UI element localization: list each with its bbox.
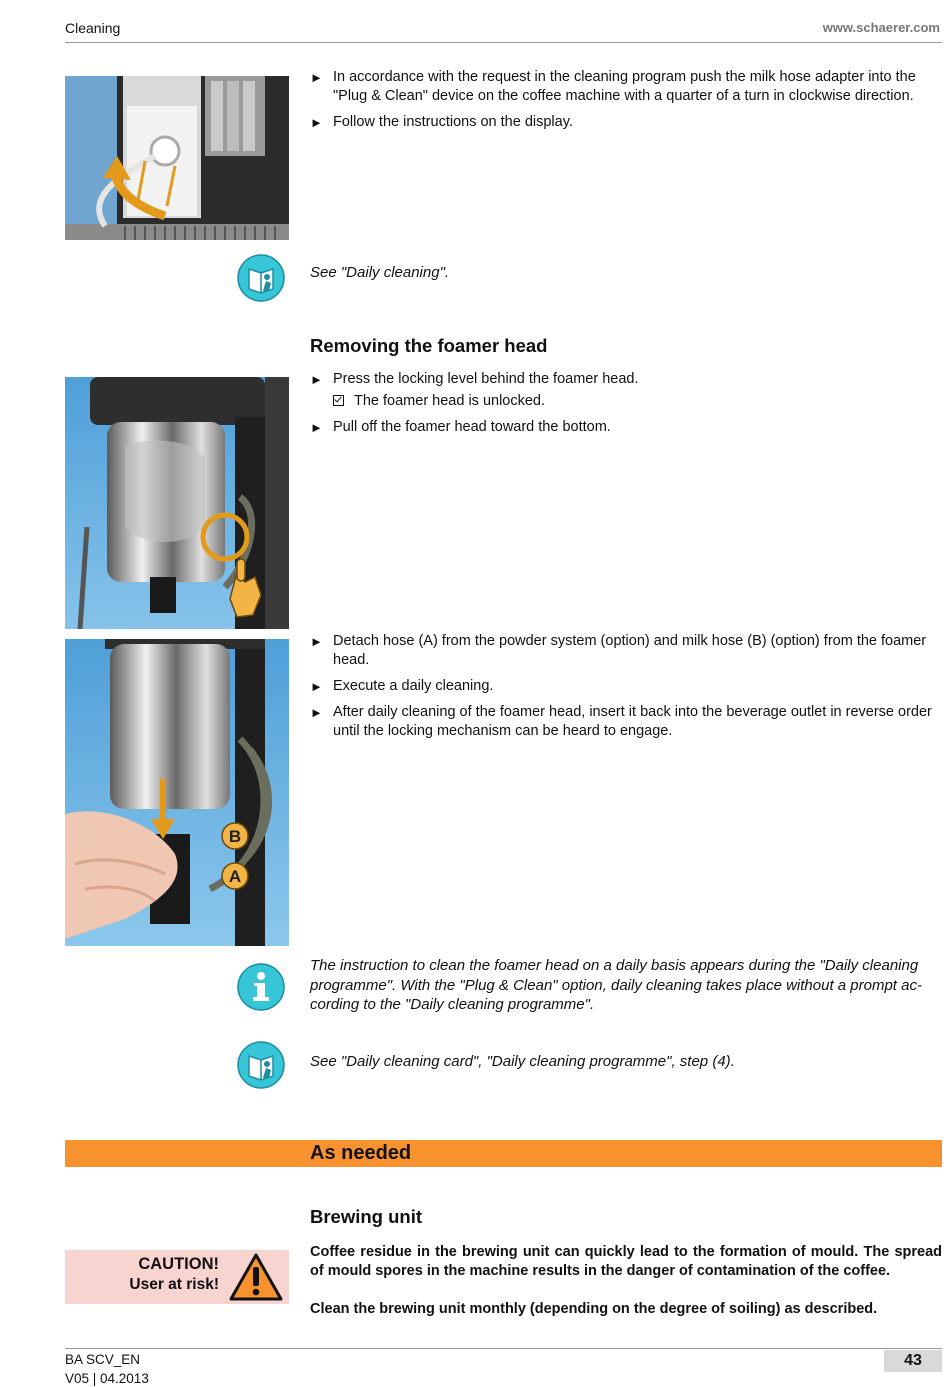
see-reference-note: See "Daily cleaning".	[310, 264, 450, 281]
manual-reference-icon	[236, 253, 286, 303]
step-text: Pull off the foamer head toward the bottom.	[333, 419, 611, 435]
bullet-arrow-icon: ►	[310, 115, 323, 130]
step-item	[310, 68, 942, 106]
result-text: The foamer head is unlocked.	[354, 393, 546, 409]
info-note: The instruction to clean the foamer head on a daily basis appears during the "Daily cleaning programme". With the "Plug & Clean" option, daily cleaning takes place without a prompt according to the "Daily cleaning programme".	[310, 957, 922, 1013]
footer-doc-id: BA SCV_EN	[65, 1352, 141, 1367]
photo-plug-and-clean	[65, 76, 289, 240]
footer-divider	[65, 1348, 942, 1349]
bullet-arrow-icon: ►	[310, 679, 323, 694]
section-heading-brewing: Brewing unit	[310, 1206, 423, 1227]
section-heading-foamer: Removing the foamer head	[310, 335, 548, 356]
header-section: Cleaning	[65, 20, 121, 36]
bullet-arrow-icon: ►	[310, 372, 323, 387]
step-item	[310, 677, 942, 696]
step-text: In accordance with the request in the cleaning program push the milk hose adapter into the "Plug & Clean" device on the coffee machine with a quarter of a turn in clockwise direction.	[333, 69, 916, 104]
bullet-arrow-icon: ►	[310, 420, 323, 435]
result-item	[333, 392, 545, 411]
warning-triangle-icon	[229, 1253, 283, 1301]
bullet-arrow-icon: ►	[310, 705, 323, 720]
footer-version: V05 | 04.2013	[65, 1371, 149, 1386]
step-item	[310, 632, 942, 670]
warning-instruction: Clean the brewing unit monthly (depending on the degree of soiling) as described.	[310, 1301, 878, 1317]
warning-text: Coffee residue in the brewing unit can quickly lead to the formation of mould. The spread of mould spores in the machine results in the danger of contamination of the coffee.	[310, 1244, 942, 1279]
step-item	[310, 418, 942, 437]
see-reference-note: See "Daily cleaning card", "Daily cleaning programme", step (4).	[310, 1053, 735, 1070]
photo-foamer-unlock	[65, 377, 289, 629]
checkbox-result-icon	[333, 395, 344, 406]
page-number: 43	[884, 1350, 942, 1372]
step-text: Follow the instructions on the display.	[333, 114, 573, 130]
caution-title: CAUTION!	[138, 1255, 219, 1273]
step-text: Execute a daily cleaning.	[333, 678, 494, 694]
header-website[interactable]: www.schaerer.com	[822, 20, 940, 35]
step-text: After daily cleaning of the foamer head, insert it back into the beverage outlet in reverse order until the locking mechanism can be heard to engage.	[333, 704, 932, 739]
caution-box	[65, 1250, 289, 1304]
step-item	[310, 703, 942, 741]
label-b: B	[228, 827, 242, 846]
step-item	[310, 113, 942, 132]
step-text: Detach hose (A) from the powder system (option) and milk hose (B) (option) from the foamer head.	[333, 633, 927, 668]
bullet-arrow-icon: ►	[310, 70, 323, 85]
header-divider	[65, 42, 942, 43]
as-needed-title: As needed	[310, 1142, 412, 1164]
step-text: Press the locking level behind the foamer head.	[333, 371, 639, 387]
manual-reference-icon	[236, 1040, 286, 1090]
step-item	[310, 370, 942, 389]
caution-subtitle: User at risk!	[129, 1276, 219, 1293]
info-icon	[236, 962, 286, 1012]
as-needed-banner	[65, 1140, 942, 1167]
bullet-arrow-icon: ►	[310, 634, 323, 649]
photo-foamer-detach	[65, 639, 289, 946]
label-a: A	[228, 867, 242, 886]
